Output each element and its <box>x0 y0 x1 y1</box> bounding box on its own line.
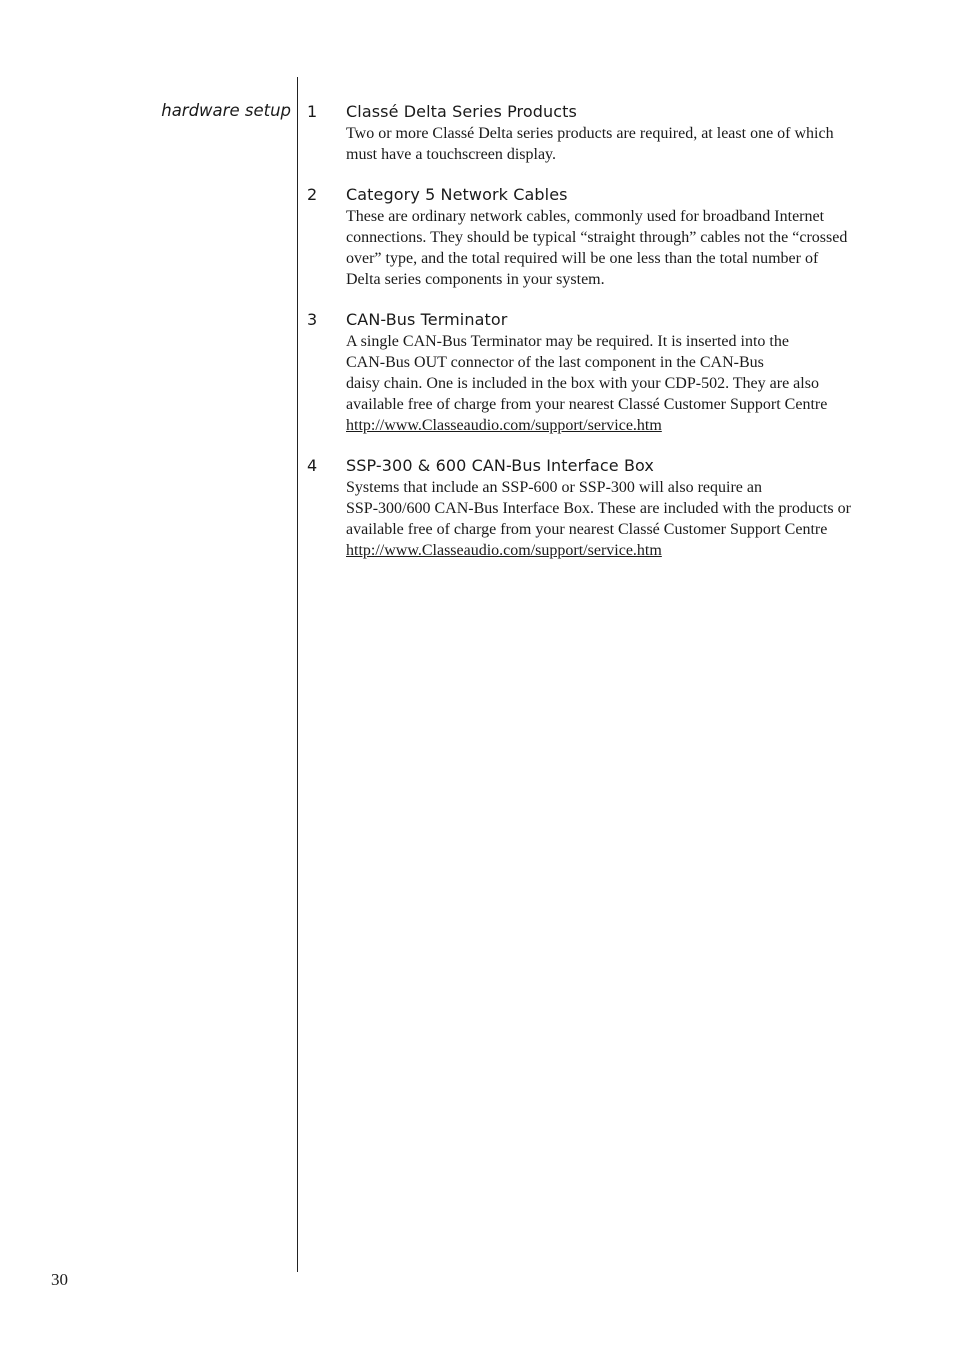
list-item <box>307 309 867 436</box>
support-link[interactable]: http://www.Classeaudio.com/support/service.htm <box>346 417 662 434</box>
list-item <box>307 101 867 165</box>
item-title: Classé Delta Series Products <box>346 102 577 121</box>
item-body-line: A single CAN-Bus Terminator may be required. It is inserted into the <box>346 333 789 350</box>
list-item <box>307 184 867 290</box>
item-number: 1 <box>307 102 318 121</box>
list-item <box>307 455 867 561</box>
section-label: hardware setup <box>161 101 291 120</box>
item-title: CAN-Bus Terminator <box>346 310 508 329</box>
item-number: 4 <box>307 456 318 475</box>
item-number: 3 <box>307 310 318 329</box>
item-number: 2 <box>307 185 318 204</box>
item-body-line: over” type, and the total required will be one less than the total number of <box>346 250 819 267</box>
item-body <box>346 331 867 436</box>
item-body-line: available free of charge from your nearest Classé Customer Support Centre <box>346 521 828 538</box>
item-body <box>346 206 867 290</box>
item-body-line: Delta series components in your system. <box>346 271 605 288</box>
page-number: 30 <box>51 1270 68 1289</box>
item-body-line: CAN-Bus OUT connector of the last component in the CAN-Bus <box>346 354 764 371</box>
item-title: SSP-300 & 600 CAN-Bus Interface Box <box>346 456 654 475</box>
item-body <box>346 477 867 561</box>
item-body-line: SSP-300/600 CAN-Bus Interface Box. These are included with the products or <box>346 500 851 517</box>
vertical-divider <box>297 77 298 1272</box>
item-title: Category 5 Network Cables <box>346 185 568 204</box>
item-body <box>346 123 867 165</box>
item-body-line: These are ordinary network cables, commonly used for broadband Internet <box>346 208 825 225</box>
item-body-line: daisy chain. One is included in the box with your CDP-502. They are also <box>346 375 819 392</box>
item-body-line: connections. They should be typical “straight through” cables not the “crossed <box>346 229 848 246</box>
requirements-list <box>307 101 867 580</box>
item-body-line: available free of charge from your nearest Classé Customer Support Centre <box>346 396 828 413</box>
item-body-line: must have a touchscreen display. <box>346 146 557 163</box>
item-body-line: Two or more Classé Delta series products are required, at least one of which <box>346 125 834 142</box>
support-link[interactable]: http://www.Classeaudio.com/support/service.htm <box>346 542 662 559</box>
item-body-line: Systems that include an SSP-600 or SSP-300 will also require an <box>346 479 762 496</box>
